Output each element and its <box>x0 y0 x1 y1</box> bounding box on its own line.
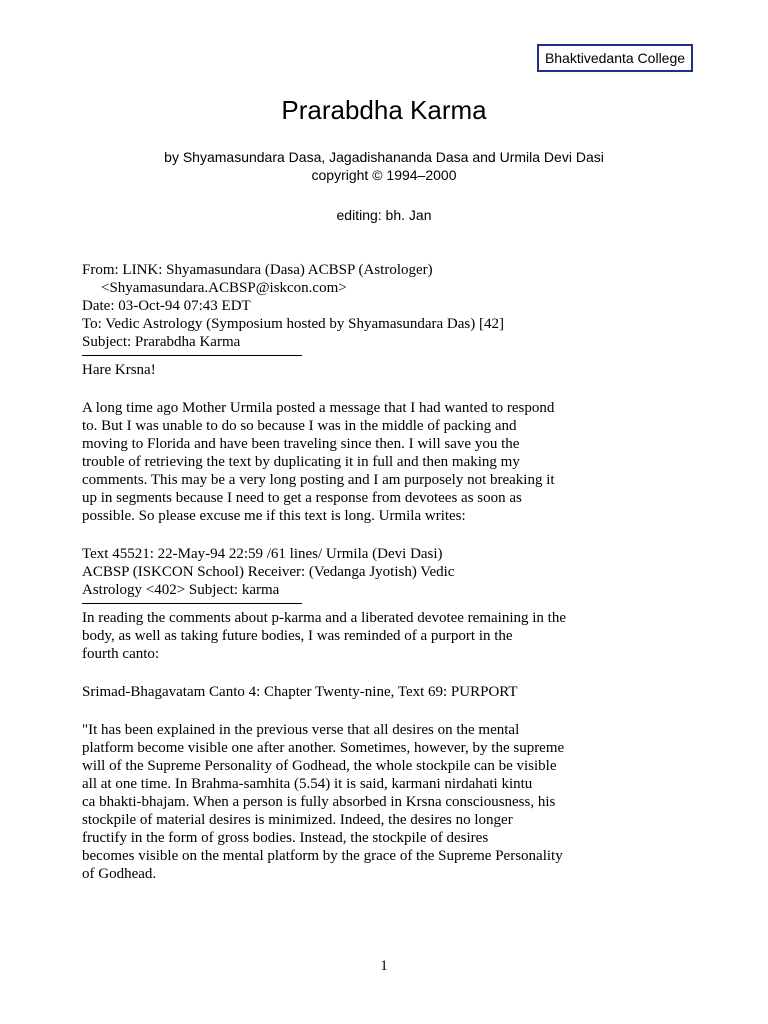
paragraph-line: to. But I was unable to do so because I was in the middle of packing and <box>82 418 517 434</box>
page-number: 1 <box>380 958 388 974</box>
quote-line: "It has been explained in the previous verse that all desires on the mental <box>82 722 520 738</box>
email-to: To: Vedic Astrology (Symposium hosted by Shyamasundara Das) [42] <box>82 316 504 332</box>
paragraph-line: In reading the comments about p-karma and a liberated devotee remaining in the <box>82 610 566 626</box>
quote-line: of Godhead. <box>82 866 157 882</box>
paragraph-line: A long time ago Mother Urmila posted a message that I had wanted to respond <box>82 400 555 416</box>
paragraph-line: up in segments because I need to get a response from devotees as soon as <box>82 490 522 506</box>
quote-line: ca bhakti-bhajam. When a person is fully absorbed in Krsna consciousness, his <box>82 794 556 810</box>
separator-rule <box>82 603 302 604</box>
paragraph-line: moving to Florida and have been traveling since then. I will save you the <box>82 436 520 452</box>
quote-line: will of the Supreme Personality of Godhead, the whole stockpile can be visible <box>82 758 557 774</box>
email-subject: Subject: Prarabdha Karma <box>82 334 241 350</box>
paragraph-line: possible. So please excuse me if this text is long. Urmila writes: <box>82 508 466 524</box>
greeting: Hare Krsna! <box>82 362 156 378</box>
college-badge: Bhaktivedanta College <box>537 44 693 72</box>
authors-line: by Shyamasundara Dasa, Jagadishananda Dasa and Urmila Devi Dasi <box>164 149 604 165</box>
paragraph-line: trouble of retrieving the text by duplicating it in full and then making my <box>82 454 520 470</box>
quote-line: fructify in the form of gross bodies. Instead, the stockpile of desires <box>82 830 489 846</box>
paragraph-line: fourth canto: <box>82 646 160 662</box>
quoted-header-line: Astrology <402> Subject: karma <box>82 582 280 598</box>
document-body <box>82 261 642 883</box>
email-from: From: LINK: Shyamasundara (Dasa) ACBSP (Astrologer) <box>82 262 433 278</box>
quoted-header-line: Text 45521: 22-May-94 22:59 /61 lines/ Urmila (Devi Dasi) <box>82 546 443 562</box>
copyright-line: copyright © 1994–2000 <box>311 167 457 183</box>
quote-line: all at one time. In Brahma-samhita (5.54) it is said, karmani nirdahati kintu <box>82 776 533 792</box>
quote-line: stockpile of material desires is minimized. Indeed, the desires no longer <box>82 812 513 828</box>
editing-line: editing: bh. Jan <box>336 207 432 223</box>
quoted-header-line: ACBSP (ISKCON School) Receiver: (Vedanga Jyotish) Vedic <box>82 564 455 580</box>
email-date: Date: 03-Oct-94 07:43 EDT <box>82 298 251 314</box>
quote-line: becomes visible on the mental platform by the grace of the Supreme Personality <box>82 848 563 864</box>
email-from-address: <Shyamasundara.ACBSP@iskcon.com> <box>101 280 347 296</box>
paragraph-line: body, as well as taking future bodies, I was reminded of a purport in the <box>82 628 513 644</box>
scripture-reference: Srimad-Bhagavatam Canto 4: Chapter Twenty-nine, Text 69: PURPORT <box>82 684 518 700</box>
paragraph-line: comments. This may be a very long posting and I am purposely not breaking it <box>82 472 555 488</box>
document-title: Prarabdha Karma <box>281 95 487 125</box>
separator-rule <box>82 355 302 356</box>
quote-line: platform become visible one after another. Sometimes, however, by the supreme <box>82 740 565 756</box>
